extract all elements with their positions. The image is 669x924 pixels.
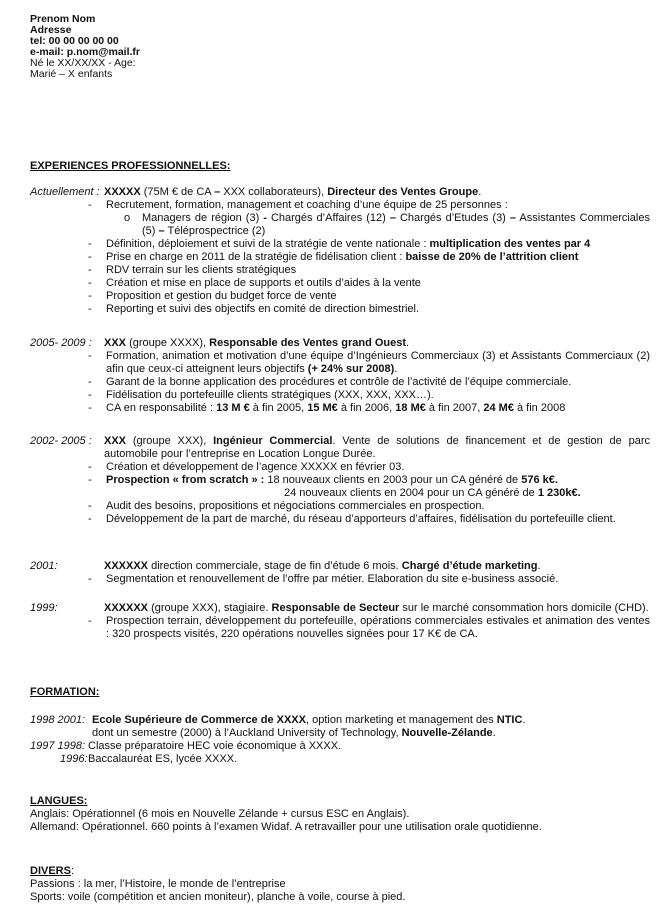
job-company: XXX <box>104 435 127 447</box>
job-date: 2001: <box>30 560 58 572</box>
job-current: Actuellement : XXXXX (75M € de CA – XXX collaborateurs), Directeur des Ventes Groupe. - Recrutement, formation, management et coaching d’une équipe de 25 personnes : o Managers de région (3) - Chargés d’Affaires (12) – Chargés d’Etudes (3) – Assistantes Commerciales (5) – Téléprospectrice (2) - Définition, déploiement et suivi de la stratégie de vente nationale : multiplication des ventes par 4 - Prise en charge en 2011 de la stratégie de fidélisation client : baisse de 20% de l’attrition client - RDV terrain sur les clients stratégiques - Création et mise en place de supports et outils d’aides à la vente - Proposition et gestion du budget force de vente - Reporting et suivi des objectifs en comité de direction bimestriel. <box>30 186 650 315</box>
job-bullets <box>88 199 650 316</box>
languages-block <box>30 808 650 834</box>
birth-age: Né le XX/XX/XX - Age: <box>30 57 136 69</box>
list-item: - Prise en charge en 2011 de la stratégie de fidélisation client : baisse de 20% de l’attrition client <box>88 251 579 263</box>
list-item: - RDV terrain sur les clients stratégiques <box>88 264 297 276</box>
list-item: - Prospection terrain, développement du portefeuille, opérations commerciales estivales et animation des ventes : 320 prospects visités, 220 opérations nouvelles signées pour 17 K€ de CA. <box>88 615 650 640</box>
job-2002-2005: 2002- 2005 : XXX (groupe XXX), Ingénieur Commercial. Vente de solutions de financement et de gestion de parc automobile pour l’entreprise en Location Longue Durée. - Création et développement de l’agence XXXXX en février 03. - Prospection « from scratch » : 18 nouveaux clients en 2003 pour un CA généré de 576 k€. 24 nouveaux clients en 2004 pour un CA généré de 1 230k€. - Audit des besoins, propositions et négociations commerciales en prospection. - Développement de la part de marché, du réseau d’apporteurs d’affaires, fidélisation du portefeuille client. <box>30 435 650 525</box>
list-item: - Développement de la part de marché, du réseau d’apporteurs d’affaires, fidélisation du portefeuille client. <box>88 513 616 525</box>
formation-block: 1998 2001: Ecole Supérieure de Commerce de XXXX, option marketing et management des NTIC. dont un semestre (2000) à l’Auckland University of Technology, Nouvelle-Zélande. 1997 1998: Classe préparatoire HEC voie économique à XXXX. 1996: Baccalauréat ES, lycée XXXX. <box>30 714 526 765</box>
list-item: - Audit des besoins, propositions et négociations commerciales en prospection. <box>88 500 485 512</box>
job-date: Actuellement : <box>30 186 100 198</box>
job-role: Responsable de Secteur <box>271 602 400 614</box>
job-date: 2005- 2009 : <box>30 337 92 349</box>
job-bullets <box>88 615 650 641</box>
address: Adresse <box>30 24 72 36</box>
list-item: - Recrutement, formation, management et coaching d’une équipe de 25 personnes : o Managers de région (3) - Chargés d’Affaires (12) – Chargés d’Etudes (3) – Assistantes Commerciales (5) – Téléprospectrice (2) <box>88 199 650 237</box>
sports: Sports: voile (compétition et ancien moniteur), planche à voile, course à pied. <box>30 891 406 903</box>
job-role: Chargé d’étude marketing <box>401 560 538 572</box>
list-item: - Proposition et gestion du budget force de vente <box>88 290 337 302</box>
divers-title: DIVERS <box>30 865 71 877</box>
formation-title: FORMATION: <box>30 686 100 698</box>
list-item: - Reporting et suivi des objectifs en comité de direction bimestriel. <box>88 303 420 315</box>
email: e-mail: p.nom@mail.fr <box>30 46 141 58</box>
job-2001: 2001: XXXXXX direction commerciale, stage de fin d’étude 6 mois. Chargé d’étude marketing. - Segmentation et renouvellement de l’offre par métier. Elaboration du site e-business associé. <box>30 560 650 586</box>
job-role: Responsable des Ventes grand Ouest <box>209 337 407 349</box>
job-date: 1999: <box>30 602 58 614</box>
list-item: - Garant de la bonne application des procédures et contrôle de l’activité de l’équipe commerciale. <box>88 376 572 388</box>
list-item: - CA en responsabilité : 13 M € à fin 2005, 15 M€ à fin 2006, 18 M€ à fin 2007, 24 M€ à fin 2008 <box>88 402 566 414</box>
formation-date: 1996: <box>60 753 88 765</box>
job-role: Ingénieur Commercial <box>213 435 333 447</box>
candidate-name: Prenom Nom <box>30 13 96 25</box>
languages-title: LANGUES: <box>30 795 88 807</box>
job-bullets <box>88 461 650 526</box>
job-company: XXXXXX <box>104 602 149 614</box>
job-role: Directeur des Ventes Groupe <box>327 186 479 198</box>
formation-date: 1998 2001: <box>30 714 86 726</box>
job-company: XXXXX <box>104 186 141 198</box>
job-bullets <box>88 350 650 415</box>
school-name: Ecole Supérieure de Commerce de XXXX <box>92 714 306 726</box>
phone: tel: 00 00 00 00 00 <box>30 35 119 47</box>
experience-title: EXPERIENCES PROFESSIONNELLES: <box>30 160 231 172</box>
job-company: XXXXXX <box>104 560 149 572</box>
language-german: Allemand: Opérationnel. 660 points à l’examen Widaf. A retravailler pour une utilisation orale quotidienne. <box>30 821 542 833</box>
list-item: - Prospection « from scratch » : 18 nouveaux clients en 2003 pour un CA généré de 576 k€. 24 nouveaux clients en 2004 pour un CA généré de 1 230k€. <box>88 474 581 499</box>
list-item: - Création et développement de l’agence XXXXX en février 03. <box>88 461 405 473</box>
job-company: XXX <box>104 337 127 349</box>
language-english: Anglais: Opérationnel (6 mois en Nouvelle Zélande + cursus ESC en Anglais). <box>30 808 410 820</box>
list-item: o Managers de région (3) - Chargés d’Affaires (12) – Chargés d’Etudes (3) – Assistantes Commerciales (5) – Téléprospectrice (2) <box>124 212 650 237</box>
passions: Passions : la mer, l’Histoire, le monde de l’entreprise <box>30 878 286 890</box>
contact-header <box>30 14 430 80</box>
divers-block: DIVERS: Passions : la mer, l’Histoire, le monde de l’entreprise Sports: voile (compétition et ancien moniteur), planche à voile, course à pied. <box>30 865 650 904</box>
list-item: - Définition, déploiement et suivi de la stratégie de vente nationale : multiplication des ventes par 4 <box>88 238 591 250</box>
list-item: - Segmentation et renouvellement de l’offre par métier. Elaboration du site e-business associé. <box>88 573 559 585</box>
job-1999: 1999: XXXXXX (groupe XXX), stagiaire. Responsable de Secteur sur le marché consommation hors domicile (CHD). - Prospection terrain, développement du portefeuille, opérations commerciales estivales et animation des ventes : 320 prospects visités, 220 opérations nouvelles signées pour 17 K€ de CA. <box>30 602 650 640</box>
formation-date: 1997 1998: <box>30 740 86 752</box>
list-item: - Création et mise en place de supports et outils d’aides à la vente <box>88 277 421 289</box>
job-2005-2009: 2005- 2009 : XXX (groupe XXXX), Responsable des Ventes grand Ouest. - Formation, animation et motivation d’une équipe d’Ingénieurs Commerciaux (3) et Assistants Commerciaux (2) afin que ceux-ci atteignent leurs objectifs (+ 24% sur 2008). - Garant de la bonne application des procédures et contrôle de l’activité de l’équipe commerciale. - Fidélisation du portefeuille clients stratégiques (XXX, XXX, XXX…). - CA en responsabilité : 13 M € à fin 2005, 15 M€ à fin 2006, 18 M€ à fin 2007, 24 M€ à fin 2008 <box>30 337 650 414</box>
job-date: 2002- 2005 : <box>30 435 92 447</box>
list-item: - Fidélisation du portefeuille clients stratégiques (XXX, XXX, XXX…). <box>88 389 434 401</box>
family-status: Marié – X enfants <box>30 68 113 80</box>
job-bullets <box>88 573 650 586</box>
list-item: - Formation, animation et motivation d’une équipe d’Ingénieurs Commerciaux (3) et Assistants Commerciaux (2) afin que ceux-ci atteignent leurs objectifs (+ 24% sur 2008). <box>88 350 650 375</box>
